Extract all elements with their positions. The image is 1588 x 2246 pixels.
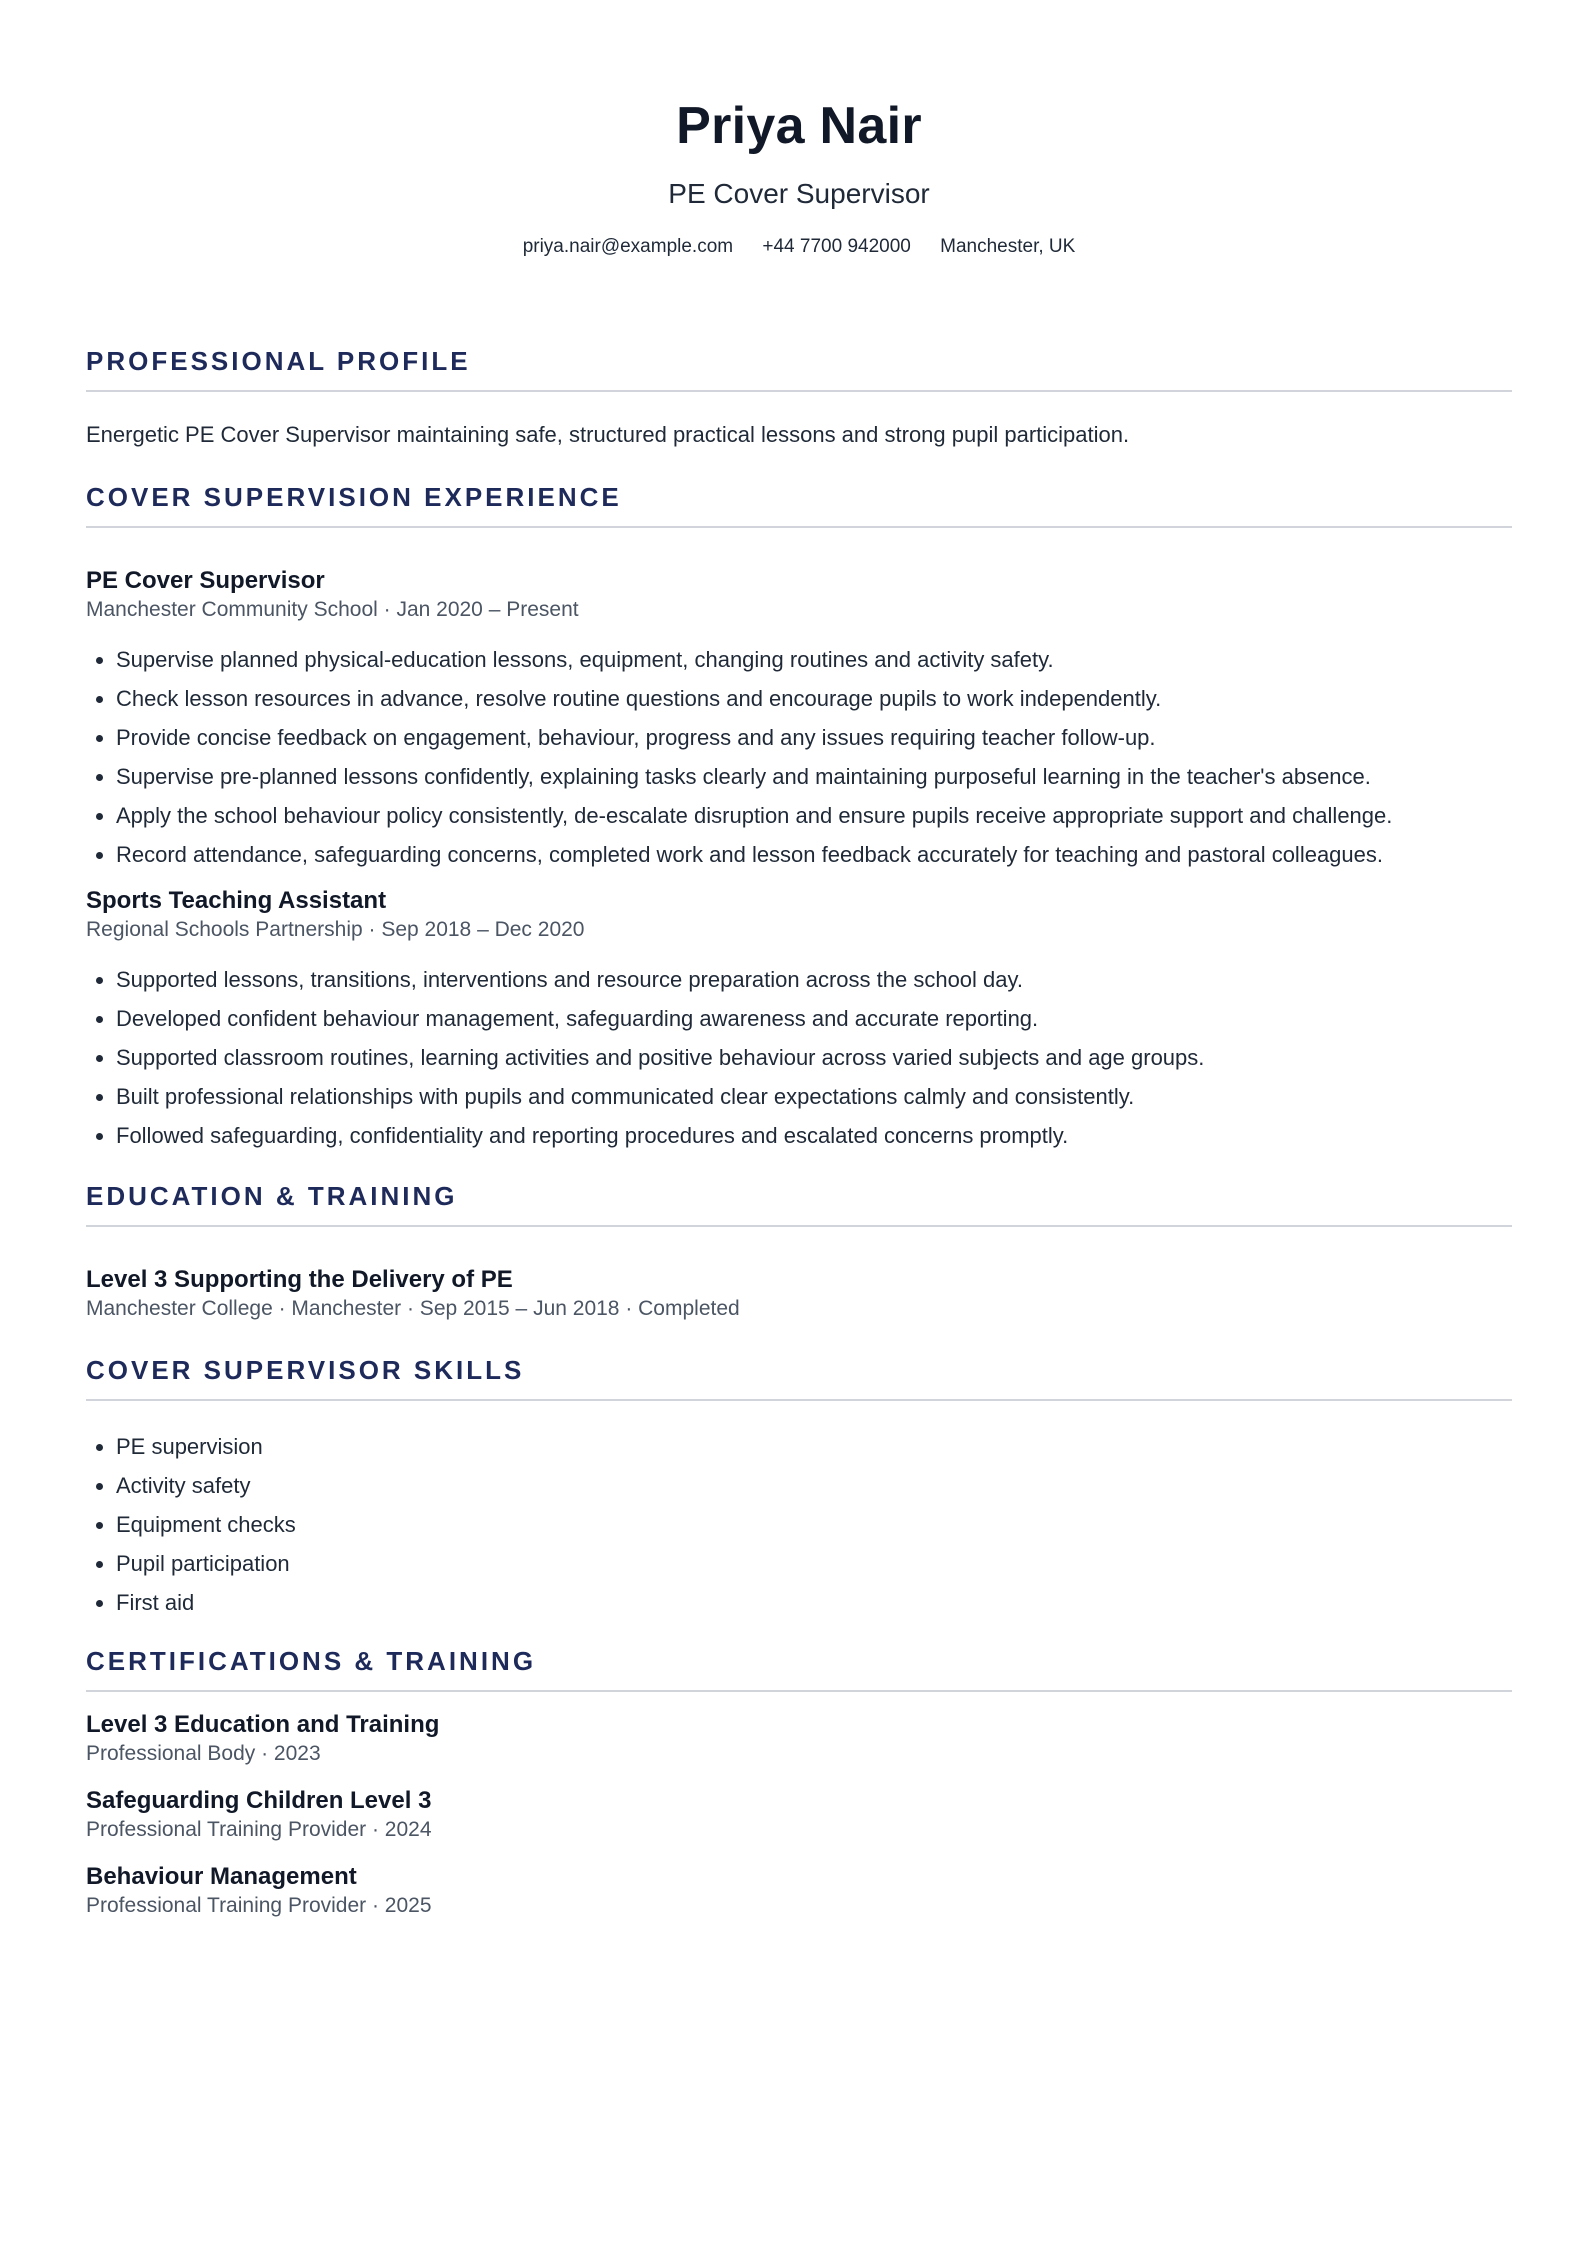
job-entry: [86, 886, 1512, 1155]
list-item: • First aid: [116, 1583, 1512, 1622]
section-title-profile: PROFESSIONAL PROFILE: [86, 344, 1512, 392]
contact-location: Manchester, UK: [940, 236, 1076, 257]
list-item: • Supervise planned physical-education lessons, equipment, changing routines and activity safety.: [116, 640, 1512, 679]
section-title-certifications: CERTIFICATIONS & TRAINING: [86, 1644, 1512, 1692]
education-entry: [86, 1265, 1512, 1323]
list-item: • Supported classroom routines, learning activities and positive behaviour across varied subjects and age groups.: [116, 1038, 1512, 1077]
certification-meta: Professional Training Provider · 2025: [86, 1894, 432, 1917]
job-role: PE Cover Supervisor: [86, 567, 325, 594]
education-name: Level 3 Supporting the Delivery of PE: [86, 1266, 513, 1293]
list-item: • Equipment checks: [116, 1505, 1512, 1544]
list-item: • Supported lessons, transitions, interventions and resource preparation across the school day.: [116, 960, 1512, 999]
job-entry: [86, 566, 1512, 874]
certification-name: Behaviour Management: [86, 1863, 357, 1890]
job-meta: Manchester Community School · Jan 2020 – Present: [86, 598, 579, 621]
list-item: • Pupil participation: [116, 1544, 1512, 1583]
skills-section: [86, 1353, 1512, 1622]
list-item: • Followed safeguarding, confidentiality and reporting procedures and escalated concerns promptly.: [116, 1116, 1512, 1155]
contact-line: [86, 234, 1512, 260]
experience-section: [86, 480, 1512, 1155]
contact-phone: +44 7700 942000: [762, 236, 911, 257]
list-item: • Check lesson resources in advance, resolve routine questions and encourage pupils to work independently.: [116, 679, 1512, 718]
list-item: • Supervise pre-planned lessons confidently, explaining tasks clearly and maintaining purposeful learning in the teacher's absence.: [116, 757, 1512, 796]
list-item: • Apply the school behaviour policy consistently, de-escalate disruption and ensure pupils receive appropriate support and challenge.: [116, 796, 1512, 835]
certification-entry: [86, 1710, 1512, 1768]
profile-section: [86, 344, 1512, 450]
job-bullets: [86, 640, 1512, 874]
resume-page: [86, 0, 1512, 1920]
profile-text: Energetic PE Cover Supervisor maintaining safe, structured practical lessons and strong pupil participation.: [86, 422, 1130, 447]
contact-email: priya.nair@example.com: [522, 236, 734, 257]
certification-name: Safeguarding Children Level 3: [86, 1787, 432, 1814]
certification-name: Level 3 Education and Training: [86, 1711, 440, 1738]
list-item: • Activity safety: [116, 1466, 1512, 1505]
job-meta: Regional Schools Partnership · Sep 2018 – Dec 2020: [86, 918, 585, 941]
list-item: • Developed confident behaviour management, safeguarding awareness and accurate reporting.: [116, 999, 1512, 1038]
section-title-experience: COVER SUPERVISION EXPERIENCE: [86, 480, 1512, 528]
certifications-section: [86, 1644, 1512, 1920]
job-role: Sports Teaching Assistant: [86, 887, 387, 914]
section-title-skills: COVER SUPERVISOR SKILLS: [86, 1353, 1512, 1401]
list-item: • Provide concise feedback on engagement, behaviour, progress and any issues requiring teacher follow-up.: [116, 718, 1512, 757]
list-item: • Built professional relationships with pupils and communicated clear expectations calmly and consistently.: [116, 1077, 1512, 1116]
section-title-education: EDUCATION & TRAINING: [86, 1179, 1512, 1227]
list-item: • Record attendance, safeguarding concerns, completed work and lesson feedback accurately for teaching and pastoral colleagues.: [116, 835, 1512, 874]
certification-entry: [86, 1786, 1512, 1844]
candidate-name: Priya Nair: [676, 97, 922, 155]
job-bullets: [86, 960, 1512, 1155]
certification-entry: [86, 1862, 1512, 1920]
certification-meta: Professional Body · 2023: [86, 1742, 321, 1765]
skills-list: [86, 1427, 1512, 1622]
candidate-role: PE Cover Supervisor: [668, 178, 930, 209]
list-item: • PE supervision: [116, 1427, 1512, 1466]
certification-meta: Professional Training Provider · 2024: [86, 1818, 432, 1841]
education-section: [86, 1179, 1512, 1323]
resume-header: [86, 0, 1512, 260]
education-meta: Manchester College · Manchester · Sep 2015 – Jun 2018 · Completed: [86, 1297, 740, 1320]
